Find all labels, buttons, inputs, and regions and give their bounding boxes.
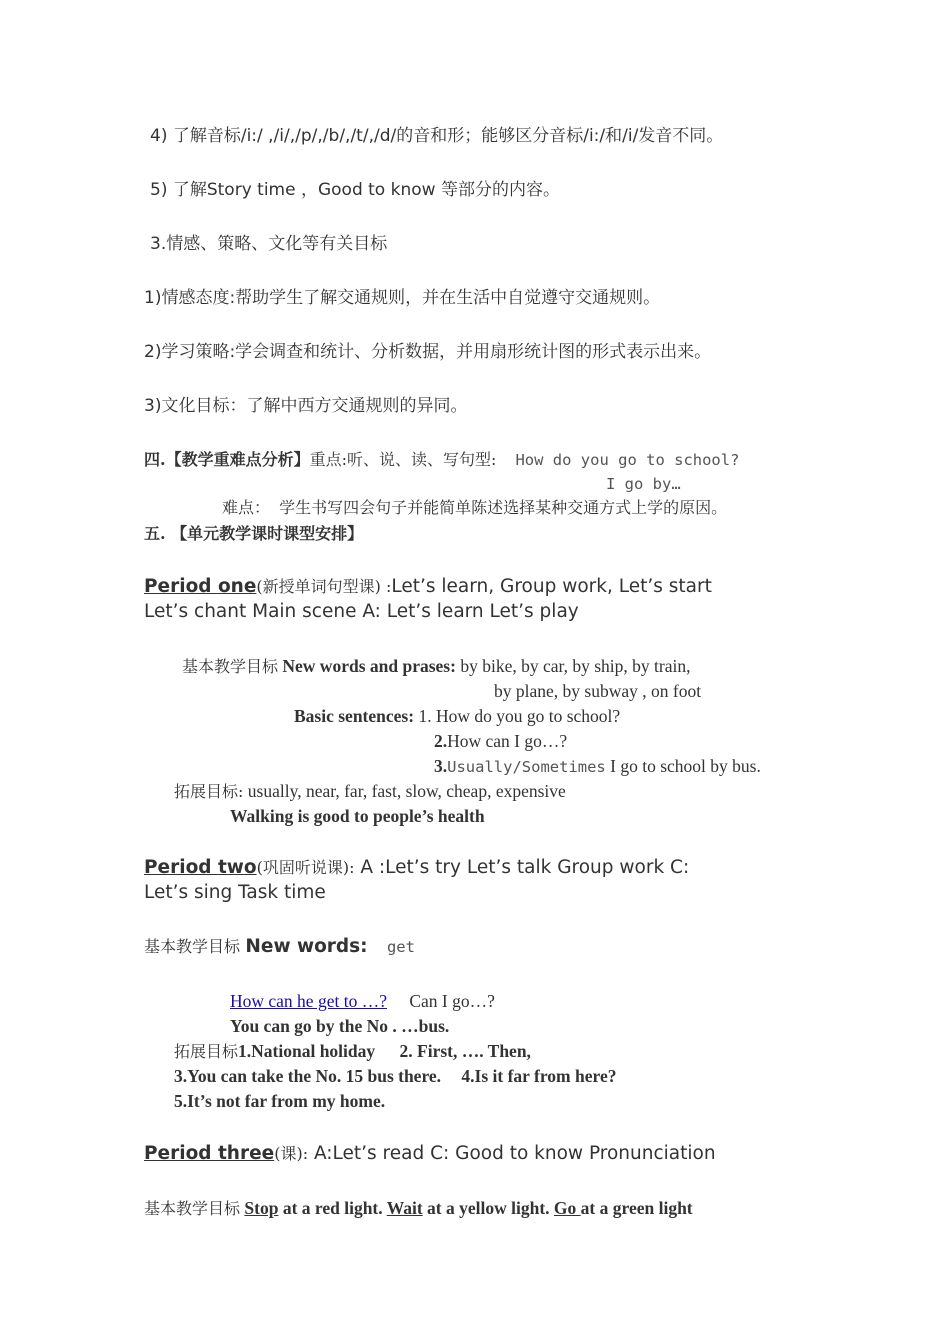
period-three-wait-rest: at a yellow light. (422, 1198, 554, 1218)
period-two-link[interactable]: How can he get to …? (230, 991, 387, 1011)
period-two-ext-label: 拓展目标 (174, 1042, 239, 1061)
period-two-type: (巩固听说课): (256, 858, 355, 877)
period-three-wait: Wait (386, 1198, 423, 1218)
period-two-can-i: Can I go…? (409, 991, 495, 1011)
key-points-line (144, 449, 739, 471)
period-three-goals-line (144, 1197, 693, 1220)
period-two-goal-label: 基本教学目标 (144, 937, 241, 956)
period-three-stop-rest: at a red light. (278, 1198, 387, 1218)
period-one-sentence-2-num: 2. (434, 731, 448, 751)
period-one-sentence-1: 1. How do you go to school? (418, 706, 621, 726)
period-one-words-2: by plane, by subway , on foot (494, 681, 702, 701)
objective-item-4: 4) 了解音标/i:/ ,/i/,/p/,/b/,/t/,/d/的音和形；能够区分音标/i:/和/i/发音不同。 (150, 126, 724, 146)
period-three-activities: A:Let’s read C: Good to know Pronunciation (308, 1143, 716, 1164)
period-three-goal-label: 基本教学目标 (144, 1199, 241, 1218)
period-one-sentence-2: How can I go…? (447, 731, 568, 751)
period-one-words-1: by bike, by car, by ship, by train, (460, 656, 691, 676)
period-three-go: Go (553, 1198, 581, 1218)
period-one-title: Period one (144, 576, 257, 597)
schedule-heading: 五. 【单元教学课时课型安排】 (144, 524, 364, 543)
period-two-ext-3: 3.You can take the No. 15 bus there. (174, 1066, 442, 1086)
period-two-ext-2: 2. First, …. Then, (399, 1041, 531, 1061)
focus-label: 重点:听、说、读、写句型: (309, 450, 497, 469)
period-two-activities-2: Let’s sing Task time (144, 882, 326, 903)
period-three-title: Period three (144, 1143, 275, 1164)
period-one-ext-sentence: Walking is good to people’s health (230, 806, 485, 826)
period-three-go-rest: at a green light (580, 1198, 693, 1218)
section-3-heading: 3.情感、策略、文化等有关目标 (150, 234, 388, 254)
period-two-title: Period two (144, 857, 257, 878)
period-three-type: (课): (274, 1144, 309, 1163)
period-three-stop: Stop (244, 1198, 279, 1218)
period-two-ext-1: 1.National holiday (238, 1041, 376, 1061)
culture-objective: 3)文化目标：了解中西方交通规则的异同。 (144, 396, 468, 416)
period-one-sentence-3-num: 3. (434, 756, 448, 776)
period-two-words-line (144, 936, 415, 958)
key-points-heading: 四.【教学重难点分析】 (144, 450, 310, 469)
period-two-extension-line-1 (174, 1040, 531, 1063)
affect-objective: 1)情感态度:帮助学生了解交通规则，并在生活中自觉遵守交通规则。 (144, 288, 661, 308)
period-one-sentence-3-line (434, 755, 761, 778)
period-three-line-1 (144, 1143, 716, 1165)
period-two-sentences-line-1 (230, 990, 495, 1012)
period-one-sentence-2-line (434, 730, 567, 752)
strategy-objective: 2)学习策略:学会调查和统计、分析数据，并用扇形统计图的形式表示出来。 (144, 342, 712, 362)
difficulty-label: 难点： (222, 498, 271, 517)
period-one-line-1 (144, 576, 712, 598)
period-two-line-1 (144, 857, 689, 879)
period-one-activities-1: Let’s learn, Group work, Let’s start (391, 576, 712, 597)
objective-item-5: 5) 了解Story time ，Good to know 等部分的内容。 (150, 180, 560, 200)
period-two-extension-line-2 (174, 1065, 616, 1087)
period-two-ext-5: 5.It’s not far from my home. (174, 1091, 386, 1111)
period-one-sentence-3-mono: Usually/Sometimes (447, 758, 606, 776)
period-two-word: get (386, 938, 415, 956)
period-two-ext-4: 4.Is it far from here? (461, 1066, 617, 1086)
period-one-words-line-1 (182, 655, 691, 678)
period-two-you-can: You can go by the No . …bus. (230, 1016, 450, 1036)
period-one-ext-words: usually, near, far, fast, slow, cheap, expensive (243, 781, 566, 801)
period-one-sentences-line (294, 705, 620, 727)
period-one-goal-label: 基本教学目标 (182, 657, 279, 676)
period-one-sentences-label: Basic sentences: (294, 706, 415, 726)
period-two-words-label: New words: (245, 936, 368, 957)
focus-sentence-2: I go by… (606, 475, 681, 493)
difficulty-line (222, 497, 727, 519)
period-one-words-label: New words and prases: (282, 656, 456, 676)
period-one-activities-2: Let’s chant Main scene A: Let’s learn Let’s play (144, 601, 579, 622)
period-two-activities-1: A :Let’s try Let’s talk Group work C: (354, 857, 690, 878)
period-one-extension-line (174, 780, 566, 803)
period-one-type: (新授单词句型课) : (256, 577, 392, 596)
difficulty-text: 学生书写四会句子并能简单陈述选择某种交通方式上学的原因。 (279, 498, 728, 517)
period-one-ext-label: 拓展目标: (174, 782, 244, 801)
period-one-sentence-3: I go to school by bus. (605, 756, 761, 776)
focus-sentence-1: How do you go to school? (515, 451, 740, 469)
